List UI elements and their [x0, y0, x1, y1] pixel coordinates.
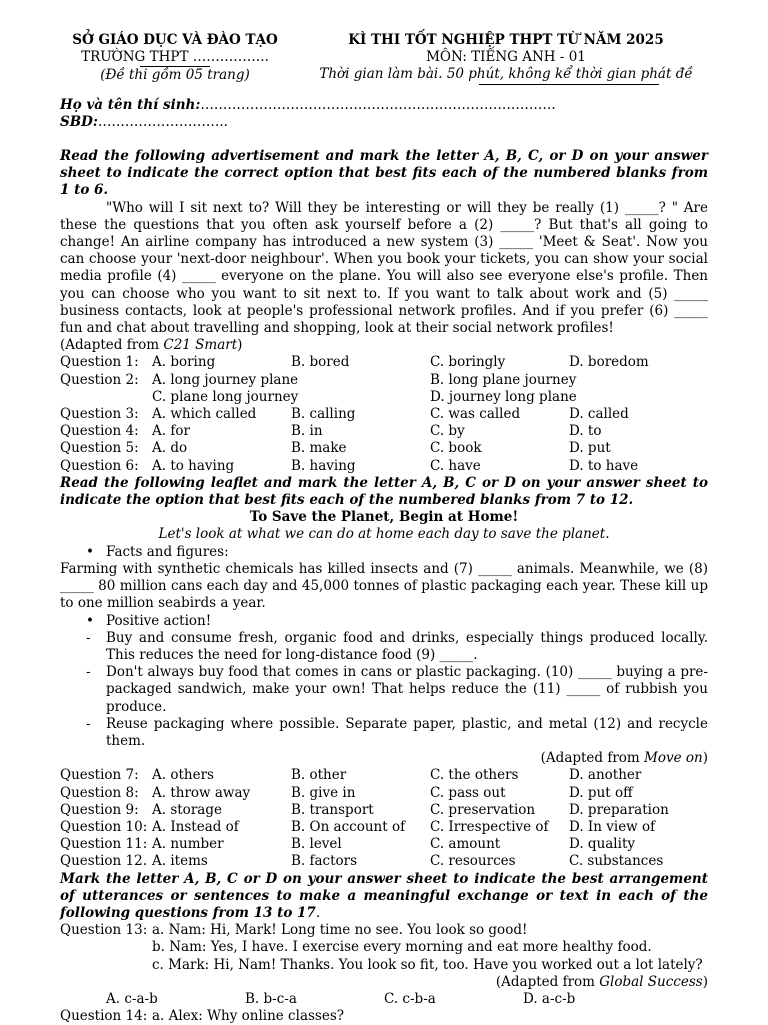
source-title: C21 Smart [163, 337, 238, 354]
option-d[interactable]: D. journey long plane [430, 388, 577, 405]
section1-source: (Adapted from C21 Smart) [60, 337, 243, 354]
question13-source: (Adapted from Global Success) [495, 973, 708, 990]
question-row [60, 785, 708, 802]
question-row [60, 836, 708, 853]
header-left [60, 32, 290, 85]
bullet-facts: • Facts and figures: [60, 544, 708, 561]
question-label: Question 6: [60, 457, 139, 474]
option-b[interactable]: B. calling [291, 406, 356, 423]
exchange-line: c. Mark: Hi, Nam! Thanks. You look so fit, too. Have you worked out a lot lately? [152, 956, 703, 973]
question-row-continued [60, 389, 708, 406]
option-c[interactable]: C. c-b-a [384, 990, 436, 1007]
option-a[interactable]: A. do [152, 440, 188, 457]
question-label: Question 12. [60, 853, 148, 870]
option-c[interactable]: C. the others [430, 767, 519, 784]
question-label: Question 13: [60, 922, 148, 939]
question-label: Question 1: [60, 354, 139, 371]
option-b[interactable]: B. in [291, 423, 323, 440]
action-item: - Don't always buy food that comes in cans or plastic packaging. (10) _____ buying a pre-packaged sandwich, make your own! That helps reduce the (11) _____ of rubbish you produce. [60, 664, 708, 716]
question-label: Question 14: [60, 1008, 148, 1025]
option-d[interactable]: D. to have [569, 457, 639, 474]
question-row [60, 853, 708, 870]
option-a[interactable]: A. items [152, 853, 208, 870]
option-c[interactable]: C. amount [430, 836, 501, 853]
option-d[interactable]: D. preparation [569, 801, 669, 818]
option-a[interactable]: A. throw away [152, 784, 251, 801]
question-label: Question 5: [60, 440, 139, 457]
leaflet-title: To Save the Planet, Begin at Home! [249, 509, 519, 526]
option-b[interactable]: B. transport [291, 801, 374, 818]
leaflet-subtitle: Let's look at what we can do at home each day to save the planet. [158, 526, 610, 543]
section2-source: (Adapted from Move on) [540, 750, 708, 767]
question-label: Question 4: [60, 423, 139, 440]
option-d[interactable]: D. another [569, 767, 642, 784]
page-count: (Đề thi gồm 05 trang) [100, 67, 250, 84]
option-c[interactable]: C. have [430, 457, 481, 474]
option-c[interactable]: C. pass out [430, 784, 506, 801]
question13-options [60, 991, 708, 1008]
subject-code: MÔN: TIẾNG ANH - 01 [426, 49, 586, 66]
source-title: Move on [644, 750, 703, 767]
exam-header [60, 32, 708, 85]
question-label: Question 3: [60, 406, 139, 423]
option-d[interactable]: D. In view of [569, 818, 656, 835]
option-c[interactable]: C. Irrespective of [430, 818, 549, 835]
option-b[interactable]: B. make [291, 440, 347, 457]
exchange-line: b. Nam: Yes, I have. I exercise every morning and eat more healthy food. [152, 939, 652, 956]
section2-instruction: Read the following leaflet and mark the letter A, B, C or D on your answer sheet to indicate the option that best fits each of the numbered blanks from 7 to 12. [60, 474, 708, 509]
section1-instruction: Read the following advertisement and mark the letter A, B, C, or D on your answer sheet to indicate the correct option that best fits each of the numbered blanks from 1 to 6. [60, 148, 708, 199]
exam-page [60, 32, 708, 1025]
department-name: SỞ GIÁO DỤC VÀ ĐÀO TẠO [72, 32, 278, 48]
option-c[interactable]: C. resources [430, 853, 516, 870]
question-row [60, 440, 708, 457]
option-b[interactable]: B. b-c-a [245, 990, 297, 1007]
option-d[interactable]: D. quality [569, 836, 635, 853]
question-row [60, 458, 708, 475]
school-name: TRƯỜNG THPT …………….. [81, 49, 269, 66]
option-c[interactable]: C. was called [430, 406, 521, 423]
question-row [60, 802, 708, 819]
question-row [60, 372, 708, 389]
option-a[interactable]: A. which called [152, 406, 257, 423]
question-row [60, 406, 708, 423]
facts-paragraph: Farming with synthetic chemicals has killed insects and (7) _____ animals. Meanwhile, we (8) _____ 80 million cans each day and 45,000 tonnes of plastic packaging each year. These kill up to one million seabirds a year. [60, 560, 708, 612]
option-b[interactable]: B. other [291, 767, 347, 784]
option-a[interactable]: A. for [152, 423, 190, 440]
question-label: Question 8: [60, 784, 139, 801]
question-row [60, 423, 708, 440]
option-c[interactable]: C. preservation [430, 801, 536, 818]
question-row [60, 819, 708, 836]
option-d[interactable]: D. called [569, 406, 629, 423]
option-a[interactable]: A. others [152, 767, 214, 784]
candidate-line [60, 97, 708, 131]
question-label: Question 7: [60, 767, 139, 784]
option-b[interactable]: B. having [291, 457, 356, 474]
exchange-line: a. Nam: Hi, Mark! Long time no see. You look so good! [152, 922, 528, 939]
option-b[interactable]: B. level [291, 836, 342, 853]
option-c[interactable]: C. by [430, 423, 465, 440]
header-divider-right [479, 84, 659, 85]
question13 [60, 922, 708, 939]
option-b[interactable]: B. factors [291, 853, 358, 870]
question-label: Question 9: [60, 801, 139, 818]
option-a[interactable]: A. Instead of [152, 818, 239, 835]
action-item: - Buy and consume fresh, organic food and drinks, especially things produced locally. This reduces the need for long-distance food (9) _____. [60, 630, 708, 664]
question-label: Question 11: [60, 836, 148, 853]
question-label: Question 10: [60, 818, 148, 835]
bullet-positive-action: • Positive action! [60, 613, 708, 630]
option-b[interactable]: B. On account of [291, 818, 406, 835]
option-d[interactable]: D. to [569, 423, 602, 440]
option-d[interactable]: D. boredom [569, 354, 649, 371]
option-a[interactable]: A. boring [152, 354, 216, 371]
question-label: Question 2: [60, 371, 139, 388]
sbd-field: ……………………….. [97, 113, 228, 130]
option-d[interactable]: D. put [569, 440, 611, 457]
option-d[interactable]: C. substances [569, 853, 664, 870]
candidate-name-field: ……………………………………………………………………. [200, 96, 556, 113]
question-row [60, 767, 708, 784]
option-a[interactable]: A. number [152, 836, 224, 853]
option-b[interactable]: B. give in [291, 784, 356, 801]
option-d[interactable]: D. a-c-b [523, 990, 576, 1007]
option-a[interactable]: A. c-a-b [106, 990, 158, 1007]
action-item: - Reuse packaging where possible. Separate paper, plastic, and metal (12) and recycle them. [60, 716, 708, 750]
candidate-name-label: Họ và tên thí sinh: [60, 96, 201, 113]
time-allowed: Thời gian làm bài. 50 phút, không kể thời gian phát đề [319, 66, 693, 83]
option-a[interactable]: A. to having [152, 457, 235, 474]
section1-passage: "Who will I sit next to? Will they be interesting or will they be really (1) _____? " Are these the questions that you often ask yourself before a (2) _____? But that's all going to change! An airline company has introduced a new system (3) _____ 'Meet & Seat'. Now you can choose your 'next-door neighbour'. When you book your tickets, you can show your social media profile (4) _____ everyone on the plane. You will also see everyone else's profile. Then you can choose who you want to sit next to. If you want to talk about work and (5) _____ business contacts, look at people's professional network profiles. And if you prefer (6) _____ fun and chat about travelling and shopping, look at their social network profiles! [60, 199, 708, 337]
exchange-line: a. Alex: Why online classes? [152, 1008, 344, 1025]
question14 [60, 1008, 708, 1025]
option-a[interactable]: A. long journey plane [152, 371, 299, 388]
option-b[interactable]: B. bored [291, 354, 350, 371]
option-d[interactable]: D. put off [569, 784, 633, 801]
section3-instruction: Mark the letter A, B, C or D on your answer sheet to indicate the best arrangement of utterances or sentences to make a meaningful exchange or text in each of the following questions from 13 to 17. [60, 870, 708, 921]
option-b[interactable]: B. long plane journey [430, 371, 577, 388]
option-c[interactable]: C. plane long journey [152, 388, 299, 405]
exam-title: KÌ THI TỐT NGHIỆP THPT TỪ NĂM 2025 [348, 32, 664, 48]
option-a[interactable]: A. storage [152, 801, 222, 818]
option-c[interactable]: C. boringly [430, 354, 506, 371]
source-title: Global Success [599, 973, 703, 990]
option-c[interactable]: C. book [430, 440, 482, 457]
header-right [290, 32, 708, 85]
question-row [60, 354, 708, 371]
sbd-label: SBD: [60, 113, 98, 130]
